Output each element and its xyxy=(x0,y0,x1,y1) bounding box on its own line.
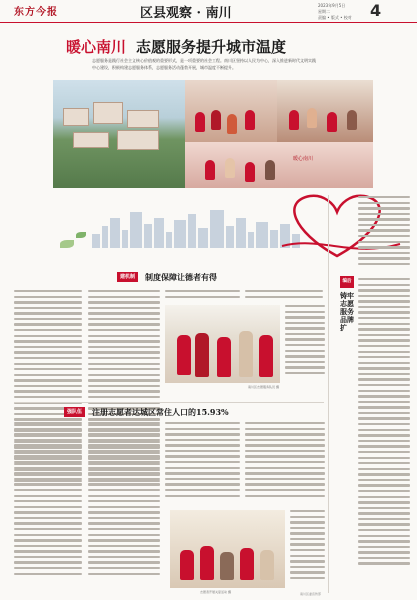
section-tag: 建机制 xyxy=(117,272,138,282)
page-headline xyxy=(66,36,286,57)
article-column xyxy=(245,422,325,506)
article-column xyxy=(245,290,323,304)
article-column xyxy=(88,422,160,587)
volunteers-meeting-photo xyxy=(165,305,280,383)
photo-emblem: 暖心南川 xyxy=(293,156,314,162)
volunteers-activity-photo xyxy=(170,510,285,588)
newspaper-logo: 东方今报 xyxy=(14,7,58,18)
page-number: 4 xyxy=(370,1,382,20)
article-title: 制度保障让德者有得 xyxy=(145,272,217,282)
issue-date: 2023年9月5日 xyxy=(318,3,346,8)
lead-paragraph: 志愿服务是践行社会主义核心价值观的重要形式，是一项重要的社会工程。南川区坚持以人民为中心，深入推进新时代文明实践中心建设，积极构建志愿服务体系，志愿服务活动蓬勃开展，城市温度不断提升。 xyxy=(92,58,316,70)
issue-meta xyxy=(318,3,373,21)
photo-collage xyxy=(53,80,373,188)
volunteers-photo-3 xyxy=(185,142,373,188)
photo-caption: 南川区志愿服务队员 摄 xyxy=(248,385,279,389)
city-skyline-graphic xyxy=(92,208,302,248)
article-column xyxy=(285,305,325,385)
masthead xyxy=(0,0,417,23)
city-photo xyxy=(53,80,185,188)
article-title: 注册志愿者达城区常住人口的15.93% xyxy=(92,407,229,417)
headline-brand: 暖心南川 xyxy=(66,38,127,56)
article-column xyxy=(290,510,325,588)
photo-caption: 志愿者开展关爱活动 摄 xyxy=(200,590,231,594)
article-column xyxy=(165,290,240,304)
leaf-icon xyxy=(76,232,86,238)
sidebar-column xyxy=(358,196,410,274)
leaf-icon xyxy=(60,240,74,248)
issue-weekday: 星期二 xyxy=(318,9,330,14)
article-column xyxy=(165,422,240,506)
section-title: 区县观察 · 南川 xyxy=(140,6,232,21)
sidebar-title: 铸牢志愿服务品牌扩 xyxy=(340,291,354,332)
volunteers-photo-1 xyxy=(185,80,277,142)
article-column xyxy=(14,422,82,587)
sidebar-tag: 编后 xyxy=(340,276,354,288)
volunteers-photo-2 xyxy=(277,80,373,142)
issue-editors: 责编 • 版式 • 校对 xyxy=(318,15,352,20)
editorial-sidebar xyxy=(340,196,410,591)
headline-main: 志愿服务提升城市温度 xyxy=(136,38,287,56)
sidebar-column xyxy=(358,278,410,590)
section-tag: 强队伍 xyxy=(64,407,85,417)
page-footer: 南川区委宣传部 xyxy=(300,592,322,596)
